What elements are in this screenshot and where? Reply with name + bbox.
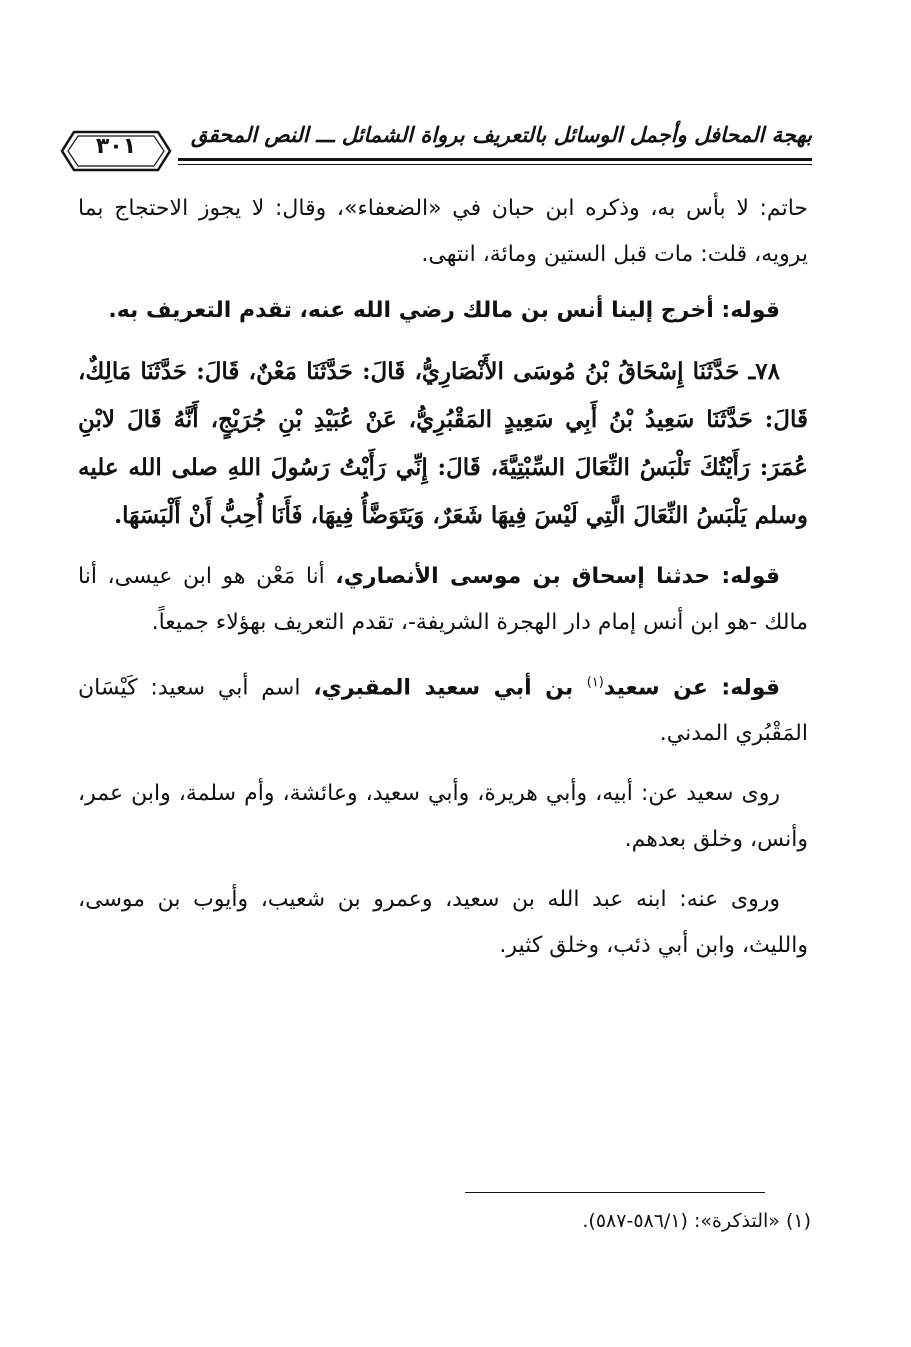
footnote-separator [465,1192,765,1193]
page-number-frame [60,128,172,174]
footnote-marker: (١) [586,675,604,690]
paragraph-7: وروى عنه: ابنه عبد الله بن سعيد، وعمرو بن شعيب، وأيوب بن موسى، والليث، وابن أبي ذئب، وخلق كثير. [78,887,808,959]
paragraph-5-body: اسم أبي سعيد: كَيْسَان المَقْبُري المدني. [78,675,808,747]
paragraph-6: روى سعيد عن: أبيه، وأبي هريرة، وأبي سعيد، وعائشة، وأم سلمة، وابن عمر، وأنس، وخلق بعدهم. [78,781,808,853]
paragraph-5 [78,660,808,757]
hadith-text: ٧٨ـ حَدَّثَنَا إِسْحَاقُ بْنُ مُوسَى الأَنْصَارِيُّ، قَالَ: حَدَّثَنَا مَعْنٌ، قَالَ: حَدَّثَنَا مَالِكٌ، قَالَ: حَدَّثَنَا سَعِيدُ بْنُ أَبِي سَعِيدٍ المَقْبُرِيُّ، عَنْ عُبَيْدِ بْنِ جُرَيْجٍ، أَنَّهُ قَالَ لابْنِ عُمَرَ: رَأَيْتُكَ تَلْبَسُ النِّعَالَ السِّبْتِيَّةَ، قَالَ: إِنِّي رَأَيْتُ رَسُولَ اللهِ صلى الله عليه وسلم يَلْبَسُ النِّعَالَ الَّتِي لَيْسَ فِيهَا شَعَرٌ، وَيَتَوَضَّأُ فِيهَا، فَأَنَا أُحِبُّ أَنْ أَلْبَسَهَا. [78,358,808,529]
header-rule-thin [178,164,812,165]
page-number: ٣٠١ [95,134,137,159]
paragraph-4-body: أنا مَعْن هو ابن عيسى، أنا مالك -هو ابن أنس إمام دار الهجرة الشريفة-، تقدم التعريف بهؤلاء جميعاً. [78,564,808,635]
header-rule [178,158,812,161]
paragraph-5-lead-b: بن أبي سعيد المقبري، [313,675,587,701]
paragraph-1: حاتم: لا بأس به، وذكره ابن حبان في «الضعفاء»، وقال: لا يجوز الاحتجاج بما يرويه، قلت: مات قبل الستين ومائة، انتهى. [78,196,808,267]
paragraph-4-lead: قوله: حدثنا إسحاق بن موسى الأنصاري، [335,564,781,589]
running-title: بهجة المحافل وأجمل الوسائل بالتعريف برواة الشمائل ـــ النص المحقق [191,122,812,147]
paragraph-5-lead-a: قوله: عن سعيد [603,675,781,701]
paragraph-2: قوله: أخرج إلينا أنس بن مالك رضي الله عنه، تقدم التعريف به. [108,298,780,323]
footnote: (١) «التذكرة»: (٥٨٦/١-٥٨٧). [582,1210,811,1232]
page-body [78,186,808,983]
paragraph-4 [78,554,808,646]
page-header [60,118,812,178]
